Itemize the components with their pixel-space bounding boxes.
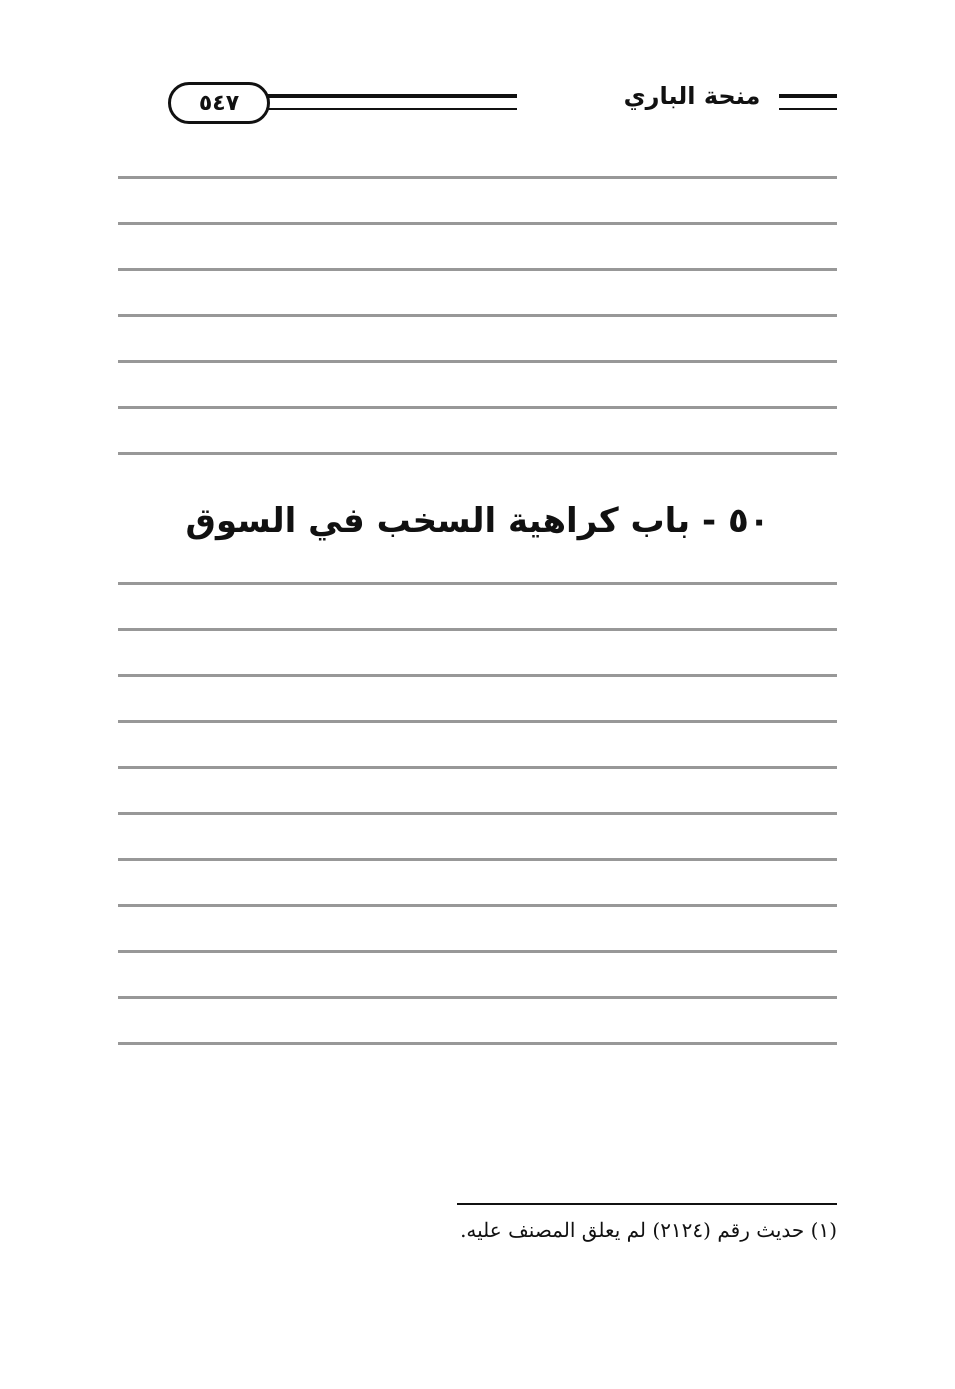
- header-rule-left: [258, 94, 517, 110]
- footnote: (١) حديث رقم (٢١٢٤) لم يعلق المصنف عليه.: [460, 1218, 837, 1242]
- hadith-2125-text: [118, 564, 837, 1084]
- header-rule-right: [779, 94, 837, 110]
- chapter-title: ٥٠ - باب كراهية السخب في السوق: [185, 501, 770, 541]
- page-number: ٥٤٧: [168, 82, 270, 124]
- page-header: [118, 76, 837, 126]
- hadith-2124-and-commentary: [118, 158, 837, 458]
- footnote-divider: [457, 1203, 837, 1205]
- page-body: [118, 150, 837, 1106]
- book-title: منحة الباري: [623, 82, 761, 110]
